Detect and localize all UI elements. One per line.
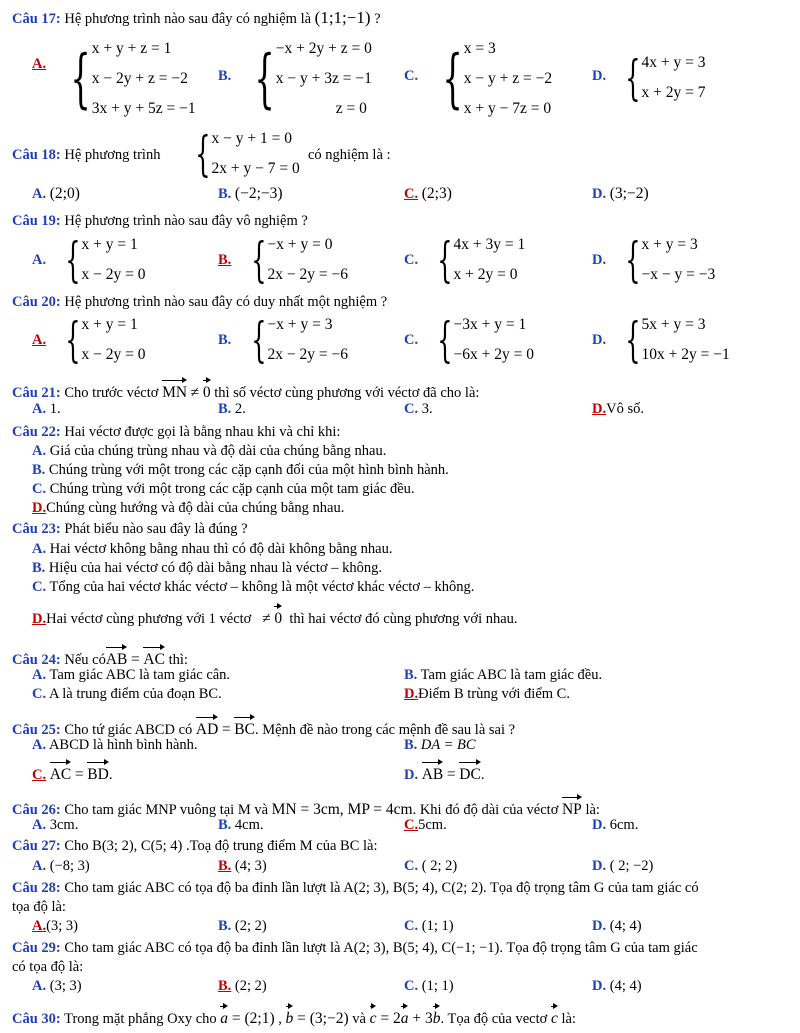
q22-option-b[interactable] [32,462,449,479]
question-21 [12,378,479,402]
option-text: A là trung điểm của đoạn BC. [48,686,222,702]
option-letter: A. [32,401,47,417]
q20-system-d [610,314,730,366]
question-text: Phát biểu nào sau đây là đúng ? [64,521,248,537]
option-text: Hai véctơ cùng phương với 1 véctơ [46,611,252,627]
equation: 2x + y − 7 = 0 [211,160,300,177]
q21-option-a[interactable] [32,401,61,418]
option-letter: A. [32,978,47,994]
option-letter: A. [32,667,47,683]
vector-b-value: = (3;−2) [293,1010,349,1027]
option-letter: D. [32,500,47,516]
q27-option-c[interactable] [404,858,457,875]
option-text: (2;3) [421,185,452,202]
option-letter: D. [592,817,607,833]
q17-system-c [422,38,552,120]
vector-b: b [286,1004,294,1028]
equation: x + y − 7z = 0 [463,100,552,117]
option-text-end: thì hai véctơ đó cùng phương với nhau. [289,611,518,627]
q17-option-a[interactable] [32,56,46,73]
option-text: Tam giác ABC là tam giác cân. [49,667,231,683]
q25-option-b[interactable] [404,737,476,754]
q19-system-b [236,234,348,286]
equation: x − y + 1 = 0 [211,130,293,147]
q19-option-b[interactable] [218,252,231,269]
q26-option-b[interactable] [218,817,264,834]
option-text: (2;0) [49,185,80,202]
vector-bd: BD [87,760,109,784]
option-text: Vô số. [606,401,644,417]
q17-system-a [50,38,196,120]
option-letter: C. [404,332,419,348]
question-text: Cho tam giác ABC có tọa độ ba đỉnh lần lượt là A(2; 3), B(5; 4), C(2; 2). Tọa độ trọng tâm G của tam giác có [64,880,699,896]
question-number: Câu 21: [12,385,61,401]
question-text: Cho tam giác ABC có tọa độ ba đỉnh lần lượt là A(2; 3), B(5; 4), C(−1; −1). Tọa độ trọng tâm G của tam giác [64,940,698,956]
option-text: (1; 1) [421,978,454,994]
question-number: Câu 19: [12,213,61,229]
equation: 10x + 2y = −1 [641,346,730,363]
option-text: (1; 1) [421,918,454,934]
question-number: Câu 29: [12,940,61,956]
equals-symbol: = [74,766,84,783]
option-letter: D. [592,918,607,934]
vector-c-coef: = 2 [376,1010,401,1027]
option-text: ( 2; 2) [421,858,458,874]
option-text: (2; 2) [234,978,267,994]
option-text: 4cm. [234,817,264,833]
vector-a: a [220,1004,228,1028]
q29-option-c[interactable] [404,978,454,995]
option-letter: D. [592,332,607,348]
option-text-end: . [108,767,113,783]
q19-option-a[interactable] [32,252,46,269]
equation: −6x + 2y = 0 [453,346,535,363]
option-letter: C. [404,68,419,84]
question-26 [12,795,600,819]
left-brace: { [251,232,267,288]
q27-option-a[interactable] [32,858,90,875]
vector-dc: DC [459,760,481,784]
question-19 [12,213,308,230]
neq-symbol: ≠ [262,610,271,627]
q25-option-c[interactable] [32,760,112,784]
option-letter: B. [404,737,418,753]
vector-ab: AB [422,760,444,784]
option-letter: C. [32,481,47,497]
option-letter: B. [218,978,232,994]
question-text: Trong mặt phẳng Oxy cho [64,1011,217,1027]
q27-option-d[interactable] [592,858,653,875]
equation: 2x − 2y = −6 [267,266,349,283]
q21-option-d[interactable] [592,401,644,418]
question-27 [12,838,378,855]
option-text: Tổng của hai véctơ khác véctơ – không là một véctơ khác véctơ – không. [49,579,475,595]
question-30: Câu 30: Trong mặt phẳng Oxy cho a = (2;1) , b = (3;−2) và c = 2a + 3b. Tọa độ của vectơ c là: [12,1004,576,1028]
vector-ac: AC [50,760,72,784]
equation: x − 2y + z = −2 [91,70,188,87]
vector-ab: AB [106,645,128,669]
option-letter: B. [218,401,232,417]
option-text: Hiệu của hai véctơ có độ dài bằng nhau là véctơ – không. [48,560,382,576]
option-text: Chúng trùng với một trong các cặp cạnh đối của một hình bình hành. [48,462,449,478]
q22-option-c[interactable] [32,481,415,498]
q18-system [180,128,300,180]
q17-option-b[interactable] [218,68,231,85]
q17-option-d[interactable] [592,68,606,85]
question-text: Cho tam giác MNP vuông tại M và [64,802,269,818]
option-text: Chúng trùng với một trong các cặp cạnh của một tam giác đều. [49,481,415,497]
equation: x + y = 3 [641,236,698,253]
equation: x + y + z = 1 [91,40,172,57]
equation: x − 2y = 0 [81,266,146,283]
measures: MN = 3cm, MP = 4cm [271,801,413,818]
q22-option-d[interactable] [32,500,344,517]
question-28 [12,880,699,897]
q29-option-b[interactable] [218,978,267,995]
option-text: 2. [234,401,246,417]
q28-option-d[interactable] [592,918,642,935]
question-17 [12,8,381,28]
option-letter: B. [218,858,232,874]
option-text: 1. [49,401,61,417]
option-letter: D. [592,401,607,417]
question-number: Câu 24: [12,652,61,668]
q20-option-c[interactable] [404,332,418,349]
option-text: ( 2; −2) [609,858,654,874]
equation: −x − y = −3 [641,266,716,283]
question-text-end: là: [561,1011,576,1027]
left-brace: { [625,232,641,288]
equation: x + y = 1 [81,236,138,253]
question-text-end: thì số véctơ cùng phương với véctơ đã cho là: [214,385,480,401]
q23-option-b[interactable] [32,560,382,577]
option-letter: D. [592,68,607,84]
question-20 [12,294,387,311]
q18-option-a[interactable] [32,185,80,203]
option-letter: B. [218,918,232,934]
equation: x + y = 1 [81,316,138,333]
option-letter: C. [404,918,419,934]
equation: x − 2y = 0 [81,346,146,363]
option-text: 6cm. [609,817,639,833]
option-letter: A. [32,817,47,833]
question-text-mid: . Khi đó độ dài của véctơ [412,802,559,818]
vector-c: c [551,1004,558,1028]
option-text: Điểm B trùng với điểm C. [418,686,570,702]
vector-c: c [370,1004,377,1028]
left-brace: { [251,312,267,368]
option-letter: C. [404,978,419,994]
q23-option-d[interactable] [32,604,518,628]
equation: x + 2y = 7 [641,84,706,101]
q25-option-d[interactable] [404,760,484,784]
option-text: Hai véctơ không bằng nhau thì có độ dài không bằng nhau. [49,541,393,557]
question-text: Cho tứ giác ABCD có [64,722,193,738]
q19-option-c[interactable] [404,252,418,269]
option-letter: C. [404,858,419,874]
q24-option-d[interactable] [404,686,570,703]
equation: 2x − 2y = −6 [267,346,349,363]
question-number: Câu 23: [12,521,61,537]
question-tail: ? [374,11,381,27]
question-29-line2: có tọa độ là: [12,959,84,975]
q19-system-a [50,234,146,286]
option-letter: A. [32,541,47,557]
question-number: Câu 27: [12,838,61,854]
vector-b: b [433,1004,441,1028]
q24-option-a[interactable] [32,667,230,684]
equation: −x + y = 0 [267,236,333,253]
q18-option-b[interactable] [218,185,283,203]
q17-system-b [234,38,372,120]
option-letter: D. [404,686,419,702]
neq-symbol: ≠ [190,384,200,401]
option-letter: A. [32,443,47,459]
question-24 [12,645,188,669]
left-brace: { [437,232,453,288]
option-text: (3; 3) [49,978,82,994]
option-letter: D. [592,978,607,994]
question-18 [12,147,160,164]
q19-system-c [422,234,525,286]
q20-system-c [422,314,534,366]
equation: 4x + y = 3 [641,54,706,71]
equation: 3x + y + 5z = −1 [91,100,196,117]
equation: x − y + z = −2 [463,70,553,87]
question-text-mid: . Tọa độ của vectơ [440,1011,548,1027]
question-text-end: . Mệnh đề nào trong các mệnh đề sau là sai ? [254,722,516,738]
option-letter: B. [218,252,232,268]
option-letter: B. [32,560,46,576]
left-brace: { [625,50,641,106]
option-text: (4; 3) [234,858,267,874]
option-text: (4; 4) [609,978,642,994]
question-text: Hai véctơ được gọi là bằng nhau khi và chỉ khi: [64,424,341,440]
q26-option-a[interactable] [32,817,78,834]
question-text: Hệ phương trình [64,147,161,163]
option-letter: A. [32,332,47,348]
option-letter: B. [404,667,418,683]
option-text: Giá của chúng trùng nhau và độ dài của chúng bằng nhau. [49,443,387,459]
conjunction: và [352,1011,366,1027]
option-letter: C. [404,252,419,268]
option-letter: B. [218,186,232,202]
left-brace: { [70,42,91,116]
q28-option-b[interactable] [218,918,267,935]
option-letter: C. [404,817,419,833]
q28-option-a[interactable] [32,918,78,935]
option-text: (4; 4) [609,918,642,934]
vector-mn: MN [162,378,187,402]
option-letter: D. [592,858,607,874]
left-brace: { [254,42,275,116]
left-brace: { [442,42,463,116]
zero-vector: 0 [203,378,211,402]
vector-ac: AC [143,645,165,669]
q26-option-d[interactable] [592,817,638,834]
option-letter: A. [32,56,47,72]
left-brace: { [65,232,81,288]
left-brace: { [437,312,453,368]
q23-option-c[interactable] [32,579,474,596]
question-25 [12,715,515,739]
question-23 [12,521,248,538]
equation: z = 0 [335,100,367,117]
option-letter: D. [404,767,419,783]
question-29 [12,940,698,957]
option-letter: A. [32,858,47,874]
q20-system-b [236,314,348,366]
question-number: Câu 20: [12,294,61,310]
option-text-end: . [480,767,485,783]
option-text: (2; 2) [234,918,267,934]
vector-c-coef: + 3 [408,1010,433,1027]
option-letter: B. [32,462,46,478]
option-text: DA = BC [420,737,476,753]
vector-a: a [401,1004,409,1028]
equals-symbol: = [446,766,456,783]
q18-option-c[interactable] [404,185,452,203]
option-text: Tam giác ABC là tam giác đều. [420,667,603,683]
question-text: Hệ phương trình nào sau đây có nghiệm là [64,11,312,27]
option-letter: C. [32,767,47,783]
option-text: Chúng cùng hướng và độ dài của chúng bằng nhau. [46,500,345,516]
q25-option-a[interactable] [32,737,198,754]
question-number: Câu 25: [12,722,61,738]
question-number: Câu 18: [12,147,61,163]
question-28-line2: tọa độ là: [12,899,66,915]
question-text-end: thì: [168,652,188,668]
equals-symbol: = [221,721,231,738]
equation: x − y + 3z = −1 [275,70,372,87]
option-letter: C. [32,686,47,702]
question-number: Câu 30: [12,1011,61,1027]
question-text: Hệ phương trình nào sau đây vô nghiệm ? [64,213,308,229]
option-letter: B. [218,332,232,348]
q20-system-a [50,314,146,366]
q21-option-c[interactable] [404,401,433,418]
question-tail: có nghiệm là : [308,147,391,163]
option-letter: B. [218,68,232,84]
q28-option-c[interactable] [404,918,454,935]
equation: −3x + y = 1 [453,316,527,333]
left-brace: { [625,312,641,368]
equation: −x + 2y + z = 0 [275,40,372,57]
question-text: Cho trước véctơ [64,385,159,401]
option-letter: D. [592,186,607,202]
question-text: Hệ phương trình nào sau đây có duy nhất một nghiệm ? [64,294,388,310]
q23-option-a[interactable] [32,541,392,558]
question-22 [12,424,340,441]
equation: 4x + 3y = 1 [453,236,526,253]
option-letter: D. [32,611,47,627]
option-letter: D. [592,252,607,268]
vector-a-value: = (2;1) [228,1010,275,1027]
option-text: ABCD là hình bình hành. [48,737,198,753]
q21-option-b[interactable] [218,401,246,418]
option-text: (3;−2) [609,185,649,202]
question-text-end: là: [585,802,600,818]
q20-option-d[interactable] [592,332,606,349]
question-text: Nếu có [64,652,106,668]
question-number: Câu 28: [12,880,61,896]
q18-option-d[interactable] [592,185,649,203]
equation: x = 3 [463,40,496,57]
question-text: Cho B(3; 2), C(5; 4) .Toạ độ trung điểm M của BC là: [64,838,378,854]
option-letter: A. [32,252,47,268]
vector-bc: BC [234,715,255,739]
left-brace: { [65,312,81,368]
option-letter: A. [32,737,47,753]
q17-option-c[interactable] [404,68,418,85]
equals-symbol: = [131,651,140,668]
option-text: 3cm. [49,817,79,833]
q24-option-c[interactable] [32,686,222,703]
question-number: Câu 26: [12,802,61,818]
q19-system-d [610,234,715,286]
question-number: Câu 22: [12,424,61,440]
q17-system-d [610,52,706,104]
option-letter: C. [32,579,47,595]
q26-option-c[interactable] [404,817,447,834]
option-letter: B. [218,817,232,833]
equation: −x + y = 3 [267,316,333,333]
q22-option-a[interactable] [32,443,386,460]
option-letter: C. [404,186,419,202]
q27-option-b[interactable] [218,858,267,875]
option-text: (3; 3) [46,918,78,934]
q20-option-a[interactable] [32,332,46,349]
option-letter: C. [404,401,419,417]
question-number: Câu 17: [12,11,61,27]
q20-option-b[interactable] [218,332,231,349]
option-text: (−8; 3) [49,858,90,874]
left-brace: { [195,126,211,182]
option-text: 3. [421,401,433,417]
option-letter: A. [32,918,47,934]
option-letter: A. [32,186,47,202]
q29-option-d[interactable] [592,978,642,995]
vector-ad: AD [196,715,218,739]
option-text: (−2;−3) [234,185,283,202]
option-text: 5cm. [418,817,447,833]
solution-value: (1;1;−1) [314,8,371,27]
q24-option-b[interactable] [404,667,602,684]
zero-vector: 0 [274,604,282,628]
equation: 5x + y = 3 [641,316,706,333]
q29-option-a[interactable] [32,978,82,995]
equation: x + 2y = 0 [453,266,518,283]
q19-option-d[interactable] [592,252,606,269]
vector-np: NP [562,795,582,819]
